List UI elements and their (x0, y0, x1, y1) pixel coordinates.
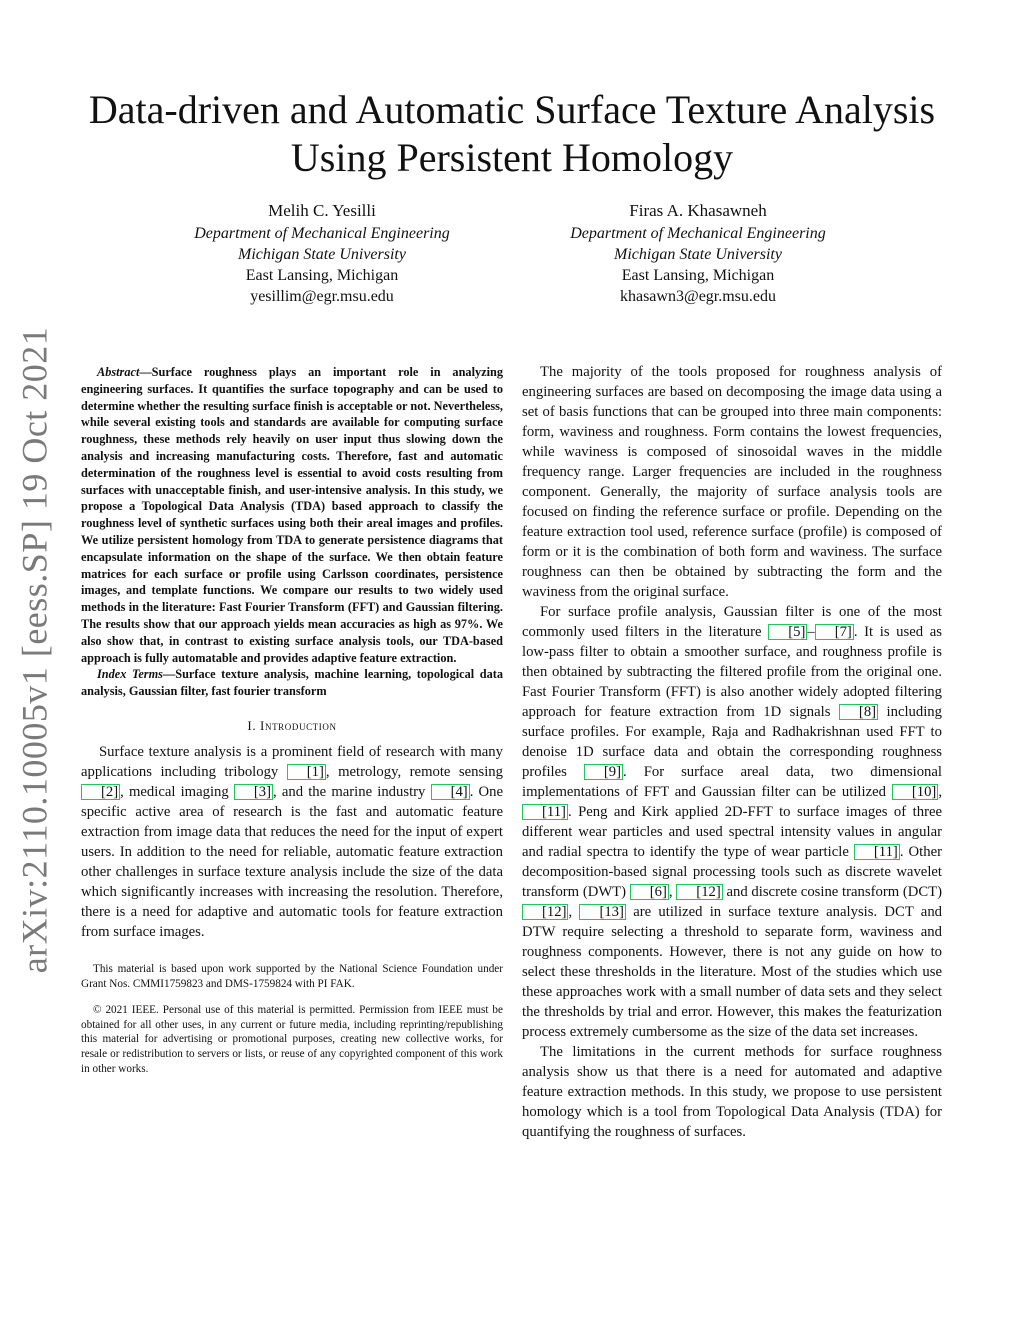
author-email: khasawn3@egr.msu.edu (619, 288, 777, 305)
author-department: Department of Mechanical Engineering (194, 225, 450, 242)
paragraph-text: . It is used as low-pass filter to obtain a smoother surface, and roughness profile is then obtained by subtracting the filtered profile from the original one. Fast Fourier Transform (FFT) is also another widely adopted filtering approach for feature extraction from 1D signals (522, 624, 942, 720)
paragraph-text: and discrete cosine transform (DCT) (722, 884, 943, 900)
author-email: yesillim@egr.msu.edu (250, 288, 394, 305)
copyright-notice: © 2021 IEEE. Personal use of this material is permitted. Permission from IEEE must be obtained for all other uses, in any current or future media, including reprinting/republishing this material for advertising or promotional purposes, creating new collective works, for resale or redistribution to servers or lists, or reuse of any copyrighted component of this work in other works. (81, 1004, 503, 1075)
paragraph-text: Surface texture analysis is a prominent field of research with many applications including tribology (81, 743, 503, 780)
paragraph-text: , (668, 884, 677, 900)
section-heading-introduction (81, 718, 503, 734)
citation-link[interactable]: [1] (287, 764, 326, 780)
index-terms-label: Index Terms (97, 667, 163, 682)
citation-link[interactable]: [12] (522, 904, 568, 920)
paragraph-text: For surface profile analysis, Gaussian filter is one of the most commonly used filters in the literature (522, 604, 942, 640)
paragraph-text: , metrology, remote sensing (325, 763, 503, 780)
section-numeral: I. (247, 717, 257, 733)
paragraph-text: including surface profiles. For example, Raja and Radhakrishnan used FFT to denoise 1D surface data and obtain the corresponding roughness profiles (522, 704, 942, 780)
author-name: Melih C. Yesilli (268, 201, 376, 220)
left-column (81, 364, 503, 1076)
intro-paragraph-1 (81, 742, 503, 942)
index-terms: Index Terms—Surface texture analysis, machine learning, topological data analysis, Gaussian filter, fast fourier transform (81, 667, 503, 699)
author-university: Michigan State University (614, 246, 782, 263)
citation-link[interactable]: [4] (431, 784, 470, 800)
arxiv-identifier (2, 320, 66, 980)
paper-title: Data-driven and Automatic Surface Texture Analysis Using Persistent Homology (88, 87, 936, 180)
paragraph-text: . Peng and Kirk applied 2D-FFT to surface images of three different wear particles and used spectral intensity values in angular and radial spectra to identify the type of wear particle (522, 804, 942, 860)
arxiv-identifier-text: arXiv:2110.10005v1 [eess.SP] 19 Oct 2021 (14, 326, 55, 974)
author-block-2 (518, 200, 878, 307)
citation-link[interactable]: [8] (839, 704, 878, 720)
author-name: Firas A. Khasawneh (629, 201, 767, 220)
citation-link[interactable]: [11] (522, 804, 568, 820)
author-location: East Lansing, Michigan (621, 267, 775, 284)
paragraph-text: , (568, 904, 580, 920)
paragraph-text: , medical imaging (120, 783, 234, 800)
paragraph-text: . Other decomposition-based signal processing tools such as discrete wavelet transform (DWT) (522, 844, 942, 900)
paragraph-text: , (938, 784, 942, 800)
author-location: East Lansing, Michigan (245, 267, 399, 284)
right-column (522, 362, 942, 1142)
paragraph-text: . For surface areal data, two dimensional implementations of FFT and Gaussian filter can be utilized (522, 764, 942, 800)
citation-link[interactable]: [10] (892, 784, 938, 800)
citation-link[interactable]: [2] (81, 784, 120, 800)
author-department: Department of Mechanical Engineering (570, 225, 826, 242)
abstract-text: Surface roughness plays an important role in analyzing engineering surfaces. It quantifies the surface topography and can be used to determine whether the resulting surface finish is acceptable or not. Nevertheless, while several existing tools and standards are available for computing surface roughness, these methods rely heavily on user input thus slowing down the analysis and increasing manufacturing costs. Therefore, fast and automatic determination of the roughness level is essential to avoid costs resulting from surfaces with unacceptable finish, and user-intensive analysis. In this study, we propose a Topological Data Analysis (TDA) based approach to classify the roughness level of synthetic surfaces using both their areal images and profiles. We utilize persistent homology from TDA to generate persistence diagrams that encapsulate information on the shape of the surface. We then obtain feature matrices for each surface or profile using Carlsson coordinates, persistence images, and template functions. We compare our results to two widely used methods in the literature: Fast Fourier Transform (FFT) and Gaussian filtering. The results show that our approach yields mean accuracies as high as 97%. We also show that, in contrast to existing surface analysis tools, our TDA-based approach is fully automatable and provides adaptive feature extraction. (81, 365, 503, 665)
intro-paragraph-4: The limitations in the current methods for surface roughness analysis show us that there is a need for automated and adaptive feature extraction methods. In this study, we propose to use persistent homology which is a tool from Topological Data Analysis (TDA) for quantifying the roughness of surfaces. (522, 1044, 942, 1140)
index-terms-text: Surface texture analysis, machine learning, topological data analysis, Gaussian filter, fast fourier transform (81, 667, 503, 699)
paragraph-text: . One specific active area of research is the fast and automatic feature extraction from image data that reduces the need for the input of expert users. In addition to the need for reliable, automatic feature extraction other challenges in surface texture analysis include the size of the data which significantly increases with increasing the resolution. Therefore, there is a need for adaptive and automatic tools for feature extraction from surface images. (81, 783, 503, 940)
abstract: Abstract—Surface roughness plays an important role in analyzing engineering surfaces. It quantifies the surface topography and can be used to determine whether the resulting surface finish is acceptable or not. Nevertheless, while several existing tools and standards are available for computing surface roughness, these methods rely heavily on user input thus slowing down the analysis and increasing manufacturing costs. Therefore, fast and automatic determination of the roughness level is essential to avoid costs resulting from surfaces with unacceptable finish, and user-intensive analysis. In this study, we propose a Topological Data Analysis (TDA) based approach to classify the roughness level of synthetic surfaces using both their areal images and profiles. We utilize persistent homology from TDA to generate persistence diagrams that encapsulate information on the shape of the surface. We then obtain feature matrices for each surface or profile using Carlsson coordinates, persistence images, and template functions. We compare our results to two widely used methods in the literature: Fast Fourier Transform (FFT) and Gaussian filtering. The results show that our approach yields mean accuracies as high as 97%. We also show that, in contrast to existing surface analysis tools, our TDA-based approach is fully automatable and provides adaptive feature extraction. (81, 365, 503, 665)
section-title: Introduction (260, 717, 337, 733)
citation-link[interactable]: [13] (579, 904, 625, 920)
intro-paragraph-2: The majority of the tools proposed for roughness analysis of engineering surfaces are based on decomposing the image data using a set of basis functions that can be grouped into three main components: form, waviness and roughness. Form contains the lowest frequencies, while waviness is composed of sinosoidal waves in the middle frequency range. Larger frequencies are included in the roughness component. Generally, the majority of surface analysis tools are focused on finding the reference surface or profile. Depending on the feature extraction tool used, reference surface (profile) is composed of form or it is the combination of both form and waviness. The surface roughness can then be obtained by subtracting the form and the waviness from the original surface. (522, 364, 942, 600)
author-university: Michigan State University (238, 246, 406, 263)
citation-link[interactable]: [9] (584, 764, 623, 780)
citation-link[interactable]: [5] (768, 624, 807, 640)
abstract-label: Abstract (97, 365, 140, 379)
author-block-1 (142, 200, 502, 307)
paragraph-text: – (807, 624, 815, 640)
paragraph-text: are utilized in surface texture analysis. DCT and DTW require selecting a threshold to separate form, waviness and roughness components. However, there is not any guide on how to select these thresholds in the literature. Most of the studies which use these approaches work with a small number of data sets and they select the thresholds by trial and error. However, this makes the featurization process extremely cumbersome as the size of the data set increases. (522, 904, 943, 1040)
citation-link[interactable]: [6] (630, 884, 669, 900)
citation-link[interactable]: [11] (854, 844, 900, 860)
funding-footnote: This material is based upon work supported by the National Science Foundation under Grant Nos. CMMI1759823 and DMS-1759824 with PI FAK. (81, 962, 503, 990)
citation-link[interactable]: [12] (676, 884, 722, 900)
citation-link[interactable]: [3] (234, 784, 273, 800)
citation-link[interactable]: [7] (815, 624, 854, 640)
paragraph-text: , and the marine industry (273, 783, 431, 800)
intro-paragraph-3 (522, 602, 942, 1042)
